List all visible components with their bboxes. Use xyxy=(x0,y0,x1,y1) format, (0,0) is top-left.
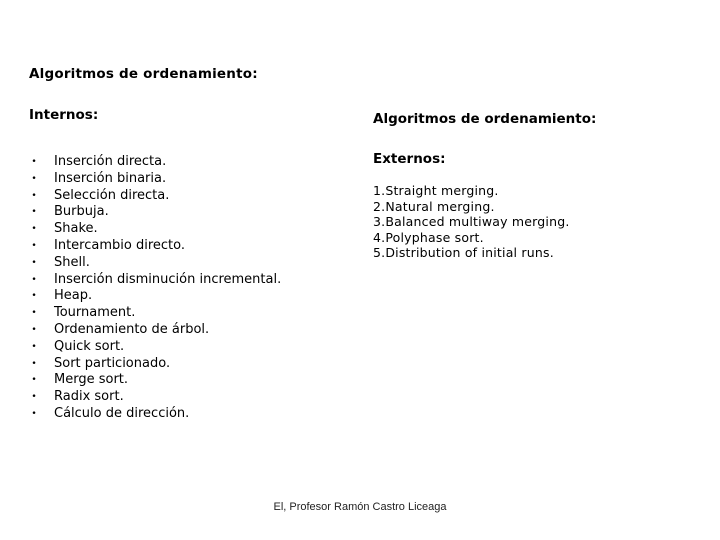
bullet-icon: • xyxy=(31,207,37,218)
list-item-label: Inserción binaria. xyxy=(54,170,167,186)
list-item xyxy=(29,322,281,339)
page-title: Algoritmos de ordenamiento: xyxy=(29,66,258,82)
list-item-label: Quick sort. xyxy=(54,338,125,354)
list-item xyxy=(29,372,281,389)
external-section-title: Algoritmos de ordenamiento: xyxy=(373,111,597,127)
list-item xyxy=(29,272,281,289)
list-item xyxy=(29,288,281,305)
bullet-icon: • xyxy=(31,157,37,167)
bullet-icon: • xyxy=(31,308,37,319)
list-item xyxy=(29,238,281,255)
bullet-icon: • xyxy=(31,408,37,419)
list-item-label: Tournament. xyxy=(54,305,136,321)
list-item xyxy=(29,154,281,171)
bullet-icon: • xyxy=(31,190,37,201)
list-item-label: Selección directa. xyxy=(54,187,170,203)
bullet-icon: • xyxy=(31,274,37,285)
internal-algorithms-list xyxy=(29,154,281,423)
list-item: 4.Polyphase sort. xyxy=(373,229,484,245)
list-item xyxy=(29,221,281,238)
list-item xyxy=(29,255,281,272)
list-item xyxy=(29,204,281,221)
bullet-icon: • xyxy=(31,324,37,335)
external-algorithms-list xyxy=(373,183,570,261)
bullet-icon: • xyxy=(31,341,37,352)
internos-heading: Internos: xyxy=(29,107,99,123)
list-item-label: Shake. xyxy=(54,221,98,237)
list-item: 1.Straight merging. xyxy=(373,183,499,198)
bullet-icon: • xyxy=(31,257,37,268)
list-item-label: Inserción directa. xyxy=(54,154,167,169)
list-item xyxy=(29,171,281,188)
list-item-label: Ordenamiento de árbol. xyxy=(54,321,210,337)
list-item-label: Cálculo de dirección. xyxy=(54,405,190,421)
footer-author: El, Profesor Ramón Castro Liceaga xyxy=(273,501,447,513)
list-item: 3.Balanced multiway merging. xyxy=(373,214,570,229)
list-item-label: Burbuja. xyxy=(54,204,109,220)
externos-heading: Externos: xyxy=(373,151,446,167)
list-item-label: Intercambio directo. xyxy=(54,237,185,253)
list-item xyxy=(29,305,281,322)
bullet-icon: • xyxy=(31,392,37,403)
list-item xyxy=(29,389,281,406)
list-item: 2.Natural merging. xyxy=(373,198,495,214)
list-item-label: Sort particionado. xyxy=(54,355,171,371)
bullet-icon: • xyxy=(31,291,37,302)
list-item-label: Radix sort. xyxy=(54,389,124,405)
list-item xyxy=(29,406,281,423)
bullet-icon: • xyxy=(31,358,37,369)
bullet-icon: • xyxy=(31,173,37,184)
list-item xyxy=(29,339,281,356)
bullet-icon: • xyxy=(31,240,37,251)
bullet-icon: • xyxy=(31,224,37,235)
list-item xyxy=(29,356,281,373)
bullet-icon: • xyxy=(31,375,37,386)
list-item: 5.Distribution of initial runs. xyxy=(373,245,554,260)
list-item xyxy=(29,188,281,205)
list-item-label: Merge sort. xyxy=(54,372,129,388)
list-item-label: Shell. xyxy=(54,254,90,270)
list-item-label: Heap. xyxy=(54,288,93,304)
list-item-label: Inserción disminución incremental. xyxy=(54,271,282,287)
